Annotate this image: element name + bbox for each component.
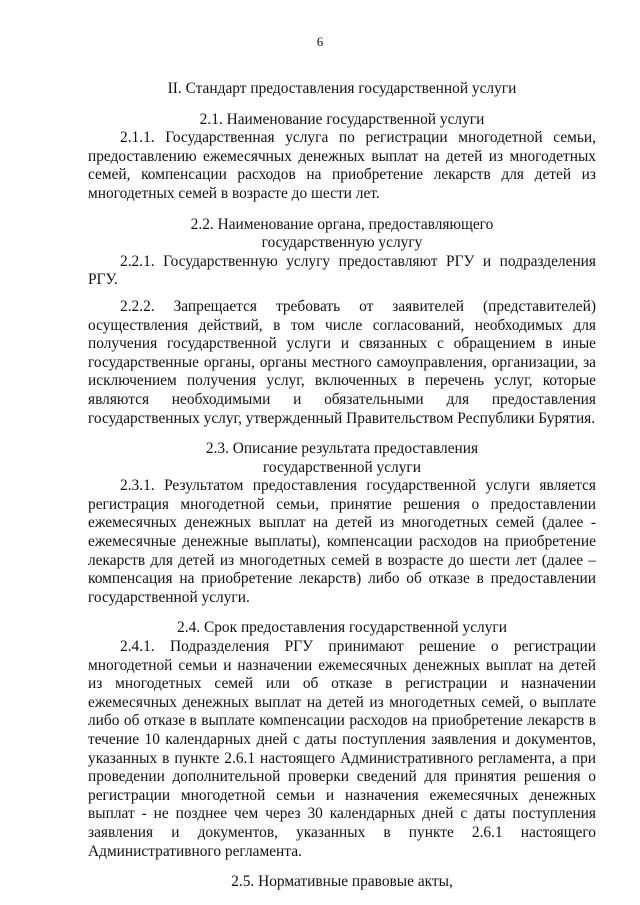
- section-2-3-title-line1: 2.3. Описание результата предоставления: [205, 440, 479, 458]
- section-2-3-title-line2: государственной услуги: [263, 458, 421, 476]
- paragraph-2-1-1: 2.1.1. Государственная услуга по регистрации многодетной семьи, предоставлению ежемесячных денежных выплат на детей из многодетных семей, компенсации расходов на приобретение лекарств для детей из многодетных семей в возрасте до шести лет.: [88, 129, 596, 202]
- section-2-2-title-line2: государственную услугу: [261, 234, 423, 252]
- paragraph-2-2-1: 2.2.1. Государственную услугу предоставляют РГУ и подразделения РГУ.: [88, 252, 596, 289]
- paragraph-2-2-2: 2.2.2. Запрещается требовать от заявителей (представителей) осуществления действий, в том числе согласований, необходимых для получения государственной услуги и связанных с обращением в иные государственные органы, органы местного самоуправления, организации, за исключением получения услуг, включенных в перечень услуг, которые являются необходимыми и обязательными для предоставления государственных услуг, утвержденный Правительством Республики Бурятия.: [88, 297, 596, 427]
- section-2-1-title: 2.1. Наименование государственной услуги: [199, 110, 485, 128]
- paragraph-2-4-1: 2.4.1. Подразделения РГУ принимают решение о регистрации многодетной семьи и назначении ежемесячных денежных выплат на детей из многодетных семей или об отказе в регистрации и назначении ежемесячных денежных выплат на детей из многодетных семей, о выплате либо об отказе в выплате компенсации расходов на приобретение лекарств в течение 10 календарных дней с даты поступления заявления и документов, указанных в пункте 2.6.1 настоящего Административного регламента, а при проведении дополнительной проверки сведений для принятия решения о регистрации многодетной семьи и назначения ежемесячных денежных выплат - не позднее чем через 30 календарных дней с даты поступления заявления и документов, указанных в пункте 2.6.1 настоящего Административного регламента.: [88, 638, 596, 860]
- section-2-2-title-line1: 2.2. Наименование органа, предоставляющего: [190, 215, 494, 233]
- page-number: 6: [316, 34, 324, 49]
- document-body: [88, 80, 596, 892]
- section-2-4-title: 2.4. Срок предоставления государственной услуги: [177, 619, 507, 637]
- paragraph-2-3-1: 2.3.1. Результатом предоставления государственной услуги является регистрация многодетной семьи, принятие решения о предоставлении ежемесячных денежных выплат на детей из многодетных семей (далее - ежемесячные денежные выплаты), компенсации расходов на приобретение лекарств для детей из многодетных семей в возрасте до шести лет (далее – компенсация на приобретение лекарств) либо об отказе в предоставлении государственной услуги.: [88, 477, 596, 606]
- section-2-5-title: 2.5. Нормативные правовые акты,: [231, 873, 453, 891]
- chapter-title: II. Стандарт предоставления государственной услуги: [167, 80, 517, 97]
